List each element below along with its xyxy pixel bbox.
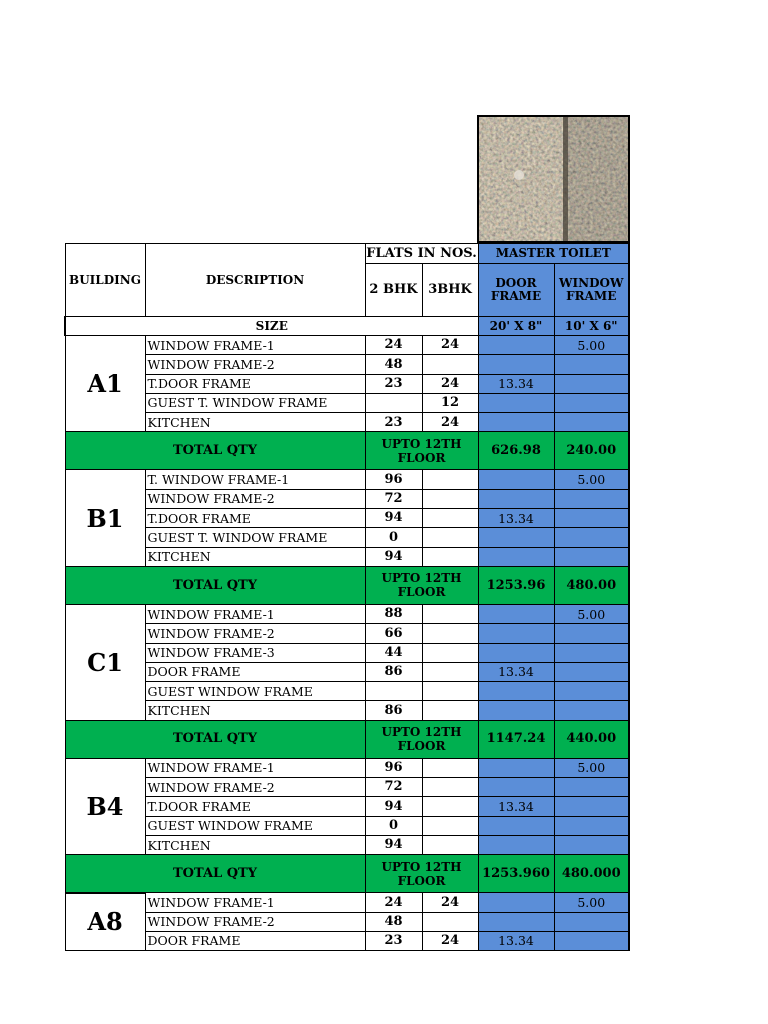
size-window: 10' X 6" bbox=[554, 317, 629, 336]
window-frame-cell bbox=[554, 682, 629, 701]
description-cell: WINDOW FRAME-2 bbox=[145, 912, 365, 931]
bhk2-cell: 0 bbox=[365, 816, 422, 835]
bhk3-cell bbox=[422, 701, 478, 720]
bhk2-cell: 23 bbox=[365, 374, 422, 393]
bhk3-cell: 12 bbox=[422, 393, 478, 412]
door-frame-cell bbox=[478, 778, 554, 797]
door-frame-cell: 13.34 bbox=[478, 931, 554, 950]
description-header: DESCRIPTION bbox=[145, 244, 365, 317]
table-row bbox=[65, 547, 629, 566]
description-cell: WINDOW FRAME-2 bbox=[145, 489, 365, 508]
total-window-frame: 480.00 bbox=[554, 566, 629, 604]
bhk2-cell: 86 bbox=[365, 701, 422, 720]
table-row bbox=[65, 662, 629, 681]
door-frame-cell bbox=[478, 643, 554, 662]
bhk2-header: 2 BHK bbox=[365, 264, 422, 317]
description-cell: WINDOW FRAME-2 bbox=[145, 778, 365, 797]
table-row bbox=[65, 778, 629, 797]
total-qty-label: TOTAL QTY bbox=[65, 566, 365, 604]
building-code: B4 bbox=[65, 758, 145, 854]
window-frame-cell bbox=[554, 489, 629, 508]
upto-floor-label: UPTO 12TH FLOOR bbox=[365, 432, 478, 470]
description-cell: T. WINDOW FRAME-1 bbox=[145, 470, 365, 489]
bhk3-cell: 24 bbox=[422, 374, 478, 393]
table-row bbox=[65, 624, 629, 643]
upto-floor-label: UPTO 12TH FLOOR bbox=[365, 566, 478, 604]
table-row bbox=[65, 835, 629, 854]
table-row bbox=[65, 470, 629, 489]
building-code: A1 bbox=[65, 336, 145, 432]
total-window-frame: 240.00 bbox=[554, 432, 629, 470]
building-code: B1 bbox=[65, 470, 145, 566]
window-frame-cell bbox=[554, 643, 629, 662]
bhk3-cell bbox=[422, 797, 478, 816]
bhk3-cell bbox=[422, 470, 478, 489]
table-row bbox=[65, 893, 629, 912]
table-row bbox=[65, 643, 629, 662]
granite-texture bbox=[479, 117, 630, 243]
door-frame-cell bbox=[478, 336, 554, 355]
description-cell: WINDOW FRAME-1 bbox=[145, 336, 365, 355]
bhk2-cell: 94 bbox=[365, 509, 422, 528]
door-frame-cell: 13.34 bbox=[478, 662, 554, 681]
door-frame-cell bbox=[478, 413, 554, 432]
bhk2-cell: 94 bbox=[365, 547, 422, 566]
total-door-frame: 1147.24 bbox=[478, 720, 554, 758]
description-cell: WINDOW FRAME-2 bbox=[145, 355, 365, 374]
description-cell: DOOR FRAME bbox=[145, 662, 365, 681]
description-cell: KITCHEN bbox=[145, 413, 365, 432]
header-row-1 bbox=[65, 244, 629, 264]
granite-sample-photo bbox=[477, 115, 630, 243]
bhk2-cell: 86 bbox=[365, 662, 422, 681]
bhk3-cell bbox=[422, 778, 478, 797]
description-cell: WINDOW FRAME-1 bbox=[145, 893, 365, 912]
size-label: SIZE bbox=[65, 317, 478, 336]
description-cell: WINDOW FRAME-1 bbox=[145, 604, 365, 623]
bhk3-cell bbox=[422, 682, 478, 701]
window-frame-cell bbox=[554, 393, 629, 412]
table-row bbox=[65, 393, 629, 412]
bhk2-cell: 24 bbox=[365, 893, 422, 912]
door-frame-cell bbox=[478, 758, 554, 777]
building-header: BUILDING bbox=[65, 244, 145, 317]
window-frame-cell bbox=[554, 528, 629, 547]
table-row bbox=[65, 797, 629, 816]
table-row bbox=[65, 701, 629, 720]
total-window-frame: 480.000 bbox=[554, 855, 629, 893]
window-frame-cell: 5.00 bbox=[554, 758, 629, 777]
description-cell: GUEST T. WINDOW FRAME bbox=[145, 393, 365, 412]
bhk2-cell: 48 bbox=[365, 912, 422, 931]
window-frame-cell bbox=[554, 835, 629, 854]
door-frame-cell bbox=[478, 701, 554, 720]
window-frame-cell bbox=[554, 778, 629, 797]
door-frame-cell bbox=[478, 835, 554, 854]
bhk3-cell: 24 bbox=[422, 893, 478, 912]
bhk2-cell: 66 bbox=[365, 624, 422, 643]
upto-floor-label: UPTO 12TH FLOOR bbox=[365, 855, 478, 893]
door-frame-cell bbox=[478, 682, 554, 701]
description-cell: T.DOOR FRAME bbox=[145, 509, 365, 528]
door-frame-cell bbox=[478, 489, 554, 508]
table-row bbox=[65, 509, 629, 528]
door-frame-cell bbox=[478, 355, 554, 374]
bhk2-cell: 72 bbox=[365, 778, 422, 797]
description-cell: T.DOOR FRAME bbox=[145, 374, 365, 393]
window-frame-cell bbox=[554, 931, 629, 950]
bhk2-cell: 96 bbox=[365, 470, 422, 489]
bhk3-cell bbox=[422, 912, 478, 931]
window-frame-cell bbox=[554, 355, 629, 374]
bhk2-cell: 72 bbox=[365, 489, 422, 508]
window-frame-cell: 5.00 bbox=[554, 604, 629, 623]
bhk2-cell: 44 bbox=[365, 643, 422, 662]
table-row bbox=[65, 758, 629, 777]
bhk3-cell: 24 bbox=[422, 931, 478, 950]
description-cell: KITCHEN bbox=[145, 547, 365, 566]
total-row bbox=[65, 855, 629, 893]
door-frame-cell bbox=[478, 624, 554, 643]
total-row bbox=[65, 566, 629, 604]
window-frame-cell bbox=[554, 662, 629, 681]
table-row bbox=[65, 912, 629, 931]
window-frame-cell: 5.00 bbox=[554, 893, 629, 912]
door-frame-cell bbox=[478, 393, 554, 412]
door-frame-cell: 13.34 bbox=[478, 509, 554, 528]
door-frame-cell bbox=[478, 912, 554, 931]
description-cell: WINDOW FRAME-2 bbox=[145, 624, 365, 643]
building-code: A8 bbox=[65, 893, 145, 951]
window-frame-cell bbox=[554, 701, 629, 720]
bhk3-cell: 24 bbox=[422, 413, 478, 432]
bhk3-cell bbox=[422, 547, 478, 566]
bhk2-cell: 48 bbox=[365, 355, 422, 374]
bhk3-cell bbox=[422, 835, 478, 854]
total-row bbox=[65, 720, 629, 758]
door-frame-cell: 13.34 bbox=[478, 797, 554, 816]
bhk2-cell: 96 bbox=[365, 758, 422, 777]
bhk3-cell bbox=[422, 355, 478, 374]
bhk2-cell bbox=[365, 393, 422, 412]
table-row bbox=[65, 816, 629, 835]
bhk3-cell bbox=[422, 489, 478, 508]
bhk3-cell bbox=[422, 509, 478, 528]
bhk3-cell: 24 bbox=[422, 336, 478, 355]
window-frame-cell bbox=[554, 912, 629, 931]
door-frame-cell: 13.34 bbox=[478, 374, 554, 393]
description-cell: GUEST WINDOW FRAME bbox=[145, 682, 365, 701]
size-row bbox=[65, 317, 629, 336]
bhk3-cell bbox=[422, 662, 478, 681]
door-frame-cell bbox=[478, 470, 554, 489]
description-cell: KITCHEN bbox=[145, 701, 365, 720]
window-frame-cell: 5.00 bbox=[554, 336, 629, 355]
flats-header: FLATS IN NOS. bbox=[365, 244, 478, 264]
bhk3-cell bbox=[422, 643, 478, 662]
bhk3-cell bbox=[422, 816, 478, 835]
total-door-frame: 626.98 bbox=[478, 432, 554, 470]
window-frame-cell bbox=[554, 547, 629, 566]
description-cell: GUEST WINDOW FRAME bbox=[145, 816, 365, 835]
table-row bbox=[65, 528, 629, 547]
table-row bbox=[65, 355, 629, 374]
window-frame-header: WINDOW FRAME bbox=[554, 264, 629, 317]
quantity-table bbox=[64, 243, 630, 951]
bhk3-cell bbox=[422, 758, 478, 777]
bhk2-cell: 94 bbox=[365, 797, 422, 816]
description-cell: DOOR FRAME bbox=[145, 931, 365, 950]
door-frame-header: DOOR FRAME bbox=[478, 264, 554, 317]
size-door: 20' X 8" bbox=[478, 317, 554, 336]
bhk2-cell: 0 bbox=[365, 528, 422, 547]
bhk2-cell bbox=[365, 682, 422, 701]
bhk3-header: 3BHK bbox=[422, 264, 478, 317]
total-row bbox=[65, 432, 629, 470]
table-row bbox=[65, 413, 629, 432]
bhk2-cell: 88 bbox=[365, 604, 422, 623]
total-qty-label: TOTAL QTY bbox=[65, 855, 365, 893]
window-frame-cell: 5.00 bbox=[554, 470, 629, 489]
window-frame-cell bbox=[554, 413, 629, 432]
table-row bbox=[65, 604, 629, 623]
bhk2-cell: 23 bbox=[365, 413, 422, 432]
door-frame-cell bbox=[478, 547, 554, 566]
window-frame-cell bbox=[554, 509, 629, 528]
table-row bbox=[65, 374, 629, 393]
door-frame-cell bbox=[478, 893, 554, 912]
table-row bbox=[65, 682, 629, 701]
total-qty-label: TOTAL QTY bbox=[65, 720, 365, 758]
window-frame-cell bbox=[554, 797, 629, 816]
table-row bbox=[65, 336, 629, 355]
door-frame-cell bbox=[478, 816, 554, 835]
window-frame-cell bbox=[554, 816, 629, 835]
door-frame-cell bbox=[478, 604, 554, 623]
table-row bbox=[65, 931, 629, 950]
bhk2-cell: 23 bbox=[365, 931, 422, 950]
total-window-frame: 440.00 bbox=[554, 720, 629, 758]
total-door-frame: 1253.96 bbox=[478, 566, 554, 604]
description-cell: KITCHEN bbox=[145, 835, 365, 854]
bhk3-cell bbox=[422, 528, 478, 547]
description-cell: GUEST T. WINDOW FRAME bbox=[145, 528, 365, 547]
description-cell: WINDOW FRAME-3 bbox=[145, 643, 365, 662]
master-toilet-header: MASTER TOILET bbox=[478, 244, 629, 264]
table-row bbox=[65, 489, 629, 508]
description-cell: WINDOW FRAME-1 bbox=[145, 758, 365, 777]
bhk3-cell bbox=[422, 624, 478, 643]
door-frame-cell bbox=[478, 528, 554, 547]
description-cell: T.DOOR FRAME bbox=[145, 797, 365, 816]
bhk2-cell: 94 bbox=[365, 835, 422, 854]
window-frame-cell bbox=[554, 374, 629, 393]
upto-floor-label: UPTO 12TH FLOOR bbox=[365, 720, 478, 758]
total-door-frame: 1253.960 bbox=[478, 855, 554, 893]
bhk2-cell: 24 bbox=[365, 336, 422, 355]
total-qty-label: TOTAL QTY bbox=[65, 432, 365, 470]
window-frame-cell bbox=[554, 624, 629, 643]
bhk3-cell bbox=[422, 604, 478, 623]
building-code: C1 bbox=[65, 604, 145, 720]
